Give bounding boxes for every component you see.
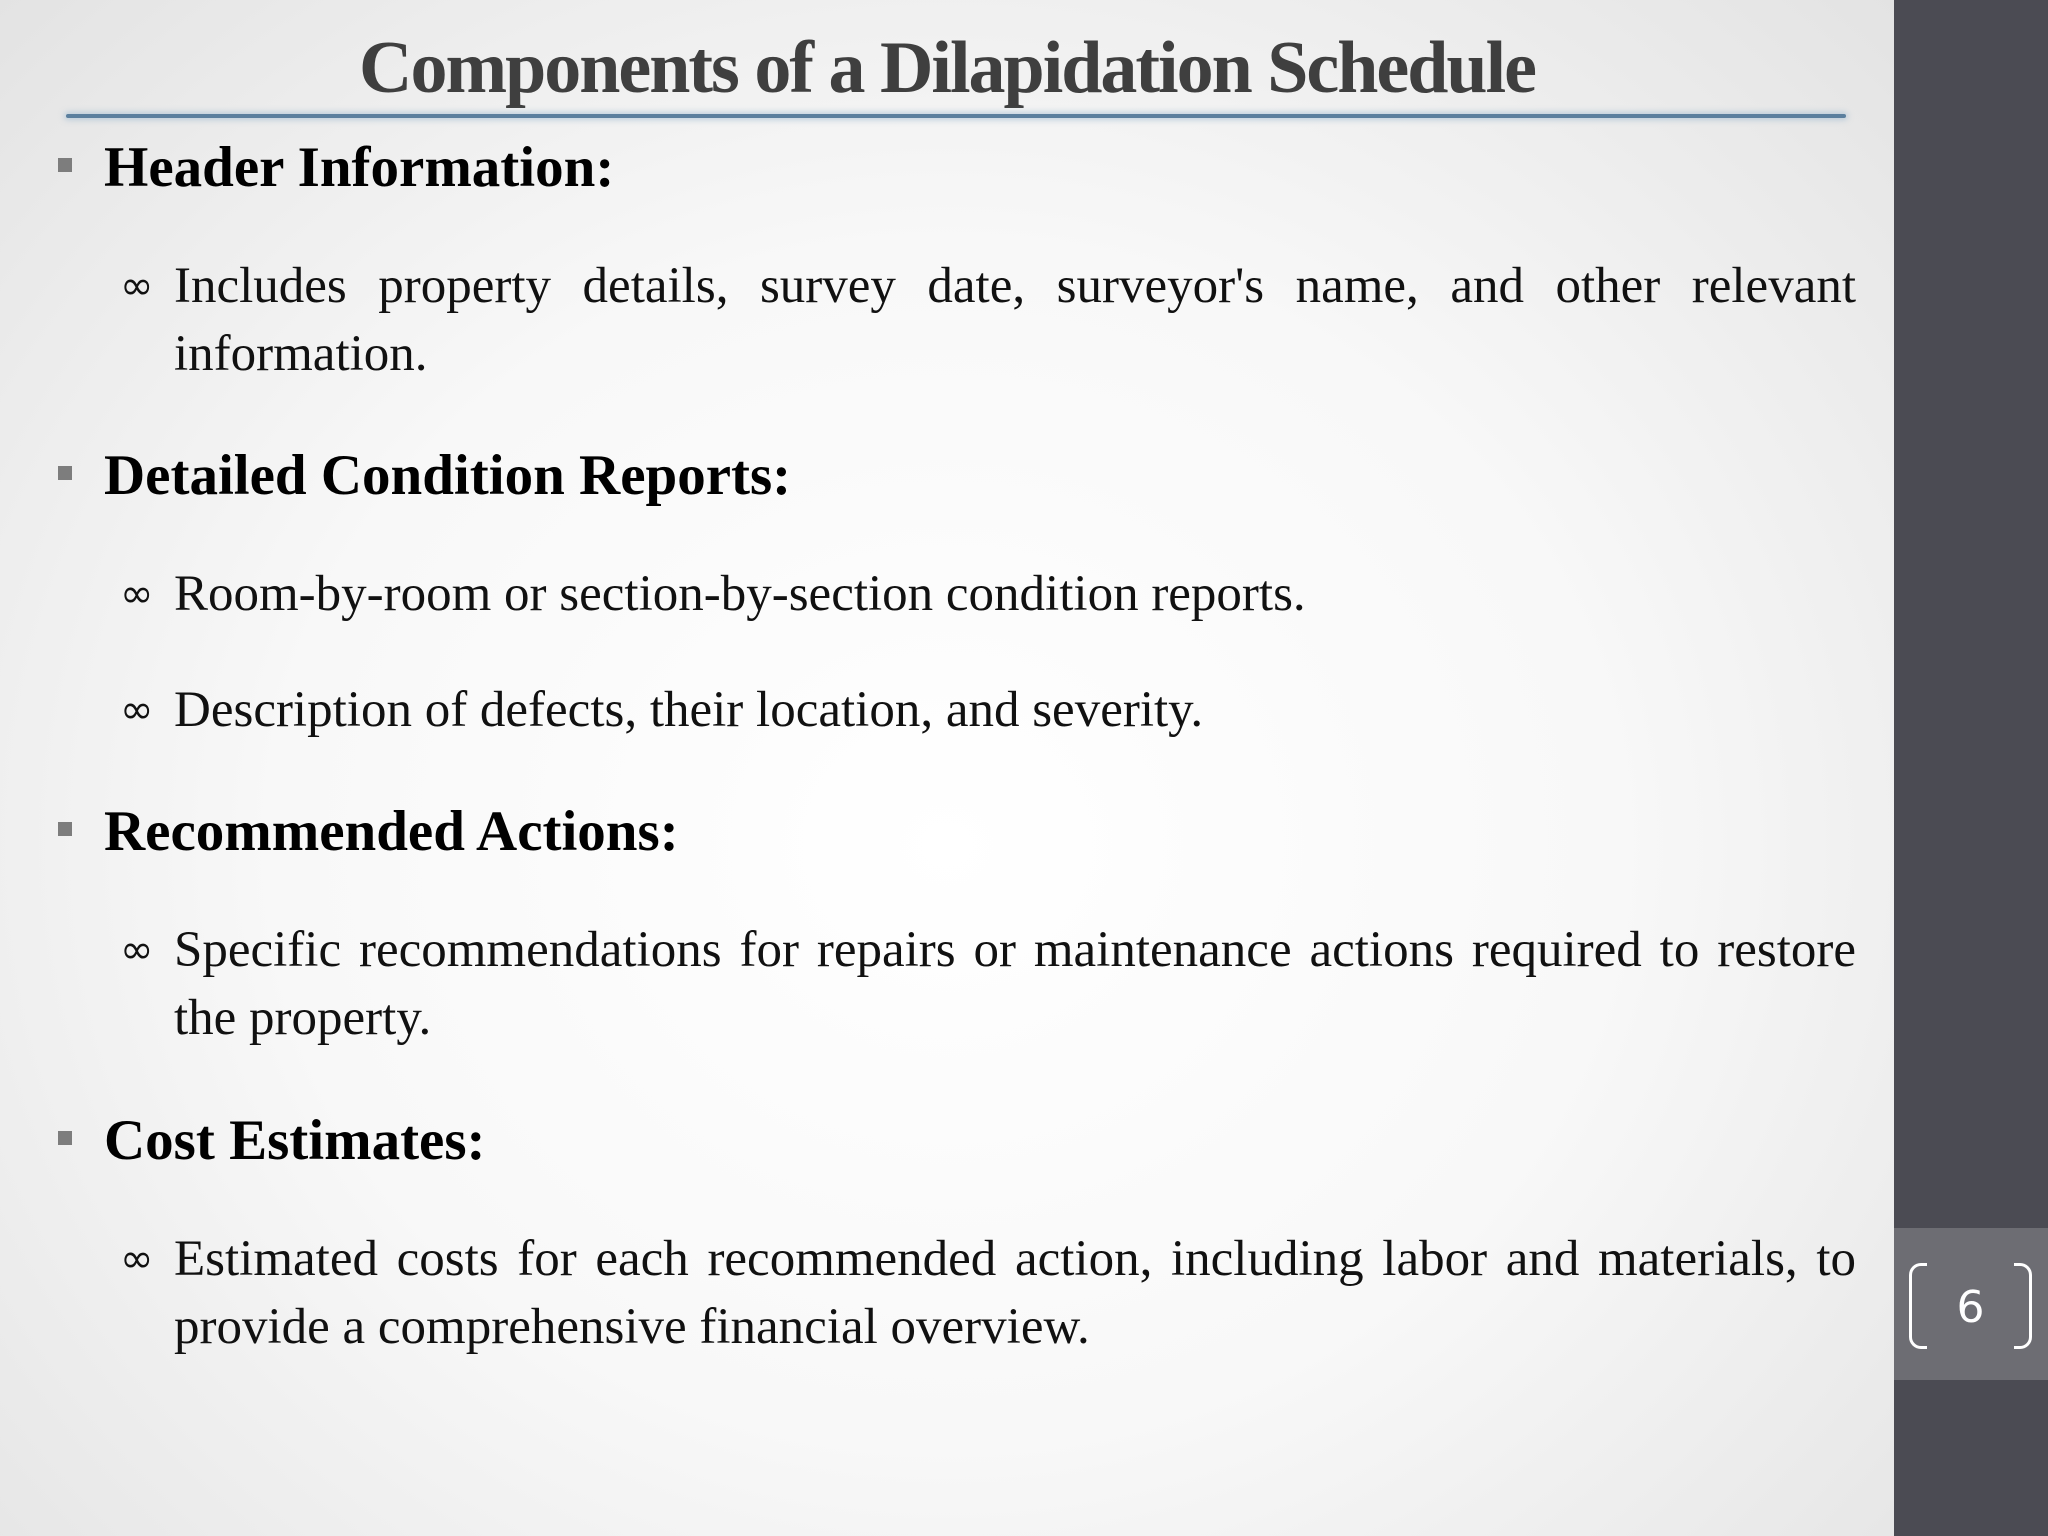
section-heading: Detailed Condition Reports: bbox=[104, 444, 792, 507]
square-bullet-icon bbox=[58, 466, 72, 480]
infinity-bullet-icon: ∞ bbox=[120, 263, 154, 309]
infinity-bullet-icon: ∞ bbox=[120, 927, 154, 973]
section-heading: Recommended Actions: bbox=[104, 800, 679, 863]
sub-bullet bbox=[120, 676, 1862, 744]
section-header-information bbox=[56, 128, 1856, 208]
sub-bullet-text: Estimated costs for each recommended action, including labor and materials, to provide a comprehensive financial overview. bbox=[174, 1231, 1856, 1355]
section-recommended-actions bbox=[56, 792, 1856, 872]
title-underline bbox=[66, 114, 1846, 118]
sub-bullet-text: Description of defects, their location, and severity. bbox=[174, 682, 1204, 738]
sub-bullet-text: Specific recommendations for repairs or maintenance actions required to restore the property. bbox=[174, 922, 1856, 1046]
section-detailed-condition-reports bbox=[56, 436, 1856, 516]
infinity-bullet-icon: ∞ bbox=[120, 571, 154, 617]
sub-bullet bbox=[120, 1225, 1862, 1361]
square-bullet-icon bbox=[58, 158, 72, 172]
section-heading: Header Information: bbox=[104, 136, 615, 199]
sub-bullet bbox=[120, 560, 1862, 628]
infinity-bullet-icon: ∞ bbox=[120, 1236, 154, 1282]
page-number-bracket-left bbox=[1909, 1263, 1927, 1349]
section-cost-estimates bbox=[56, 1101, 1856, 1181]
slide-title: Components of a Dilapidation Schedule bbox=[359, 27, 1535, 109]
sub-bullet-text: Room-by-room or section-by-section condition reports. bbox=[174, 566, 1306, 622]
section-heading: Cost Estimates: bbox=[104, 1109, 486, 1172]
sub-bullet bbox=[120, 252, 1862, 388]
square-bullet-icon bbox=[58, 1131, 72, 1145]
page-number: 6 bbox=[1956, 1282, 1985, 1333]
page-number-bracket-right bbox=[2014, 1263, 2032, 1349]
sub-bullet-text: Includes property details, survey date, surveyor's name, and other relevant information. bbox=[174, 258, 1856, 382]
square-bullet-icon bbox=[58, 822, 72, 836]
sub-bullet bbox=[120, 916, 1862, 1052]
infinity-bullet-icon: ∞ bbox=[120, 687, 154, 733]
